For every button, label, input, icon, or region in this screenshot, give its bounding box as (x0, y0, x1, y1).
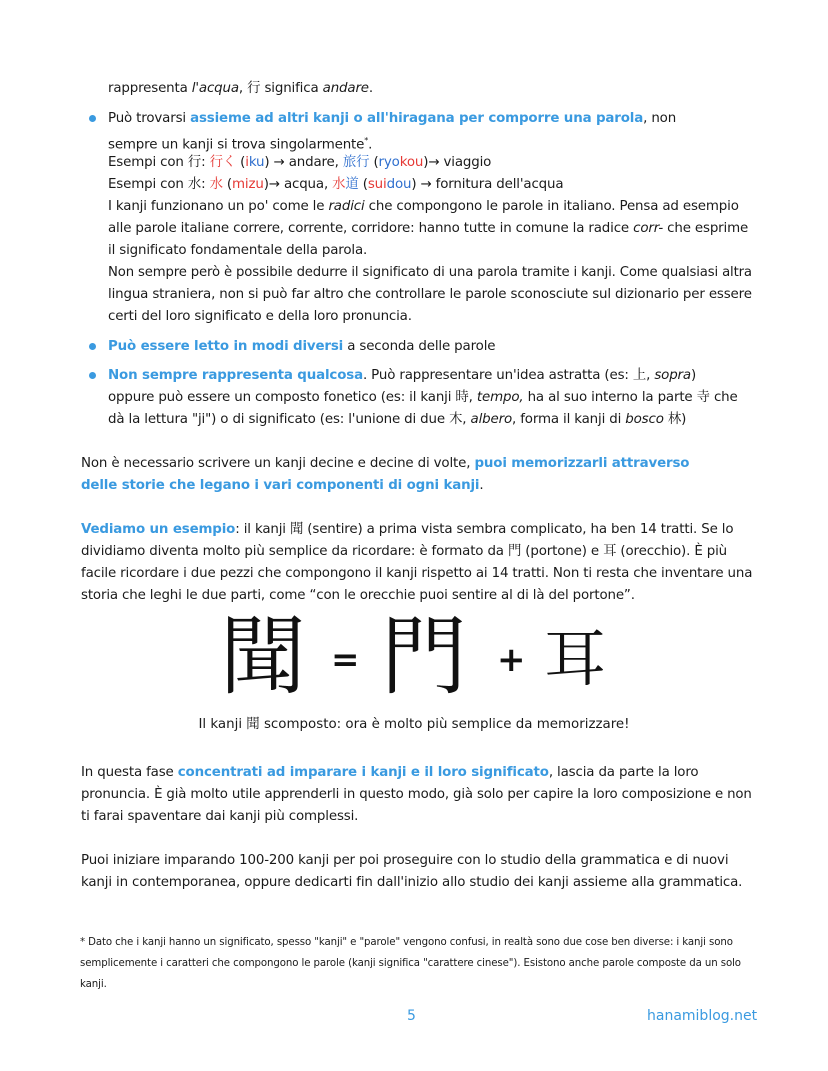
bullet3-line2: oppure può essere un composto fonetico (es: il kanji 時, tempo, ha al suo interno la parte 寺 che (108, 390, 738, 405)
equals-sign: = (331, 640, 360, 680)
bullet1-example-mizu: Esempi con 水: 水 (mizu)→ acqua, 水道 (suidou) → fornitura dell'acqua (108, 177, 564, 192)
intro-line: rappresenta l'acqua, 行 significa andare. (108, 81, 373, 96)
para2-line1: Vediamo un esempio: il kanji 聞 (sentire) a prima vista sembra complicato, ha ben 14 tratti. Se lo (81, 522, 734, 537)
bullet1-line2: sempre un kanji si trova singolarmente*. (108, 136, 373, 153)
bullet-icon (89, 372, 96, 379)
para1-line2: delle storie che legano i vari componenti di ogni kanji. (81, 478, 484, 493)
footnote-line3: kanji. (80, 979, 107, 990)
bullet1-line1: Può trovarsi assieme ad altri kanji o all'hiragana per comporre una parola, non (108, 111, 677, 126)
bullet1-example-iku: Esempi con 行: 行く (iku) → andare, 旅行 (ryokou)→ viaggio (108, 155, 492, 170)
kanji-mimi-glyph: 耳 (544, 622, 607, 695)
para3-line1: In questa fase concentrati ad imparare i kanji e il loro significato, lascia da parte la loro (81, 765, 699, 780)
page-number: 5 (407, 1008, 416, 1024)
bullet3-line3: dà la lettura "ji") o di significato (es: l'unione di due 木, albero, forma il kanji di bosco 林) (108, 412, 687, 427)
bullet1-line6: alle parole italiane correre, corrente, corridore: hanno tutte in comune la radice corr- che esprime (108, 221, 749, 236)
bullet1-line10: certi del loro significato e della loro pronuncia. (108, 309, 412, 324)
para2-line3: facile ricordare i due pezzi che compongono il kanji rispetto ai 14 tratti. Non ti resta che inventare una (81, 566, 753, 581)
plus-sign: + (497, 640, 526, 680)
para3-line3: ti farai spaventare dai kanji più complessi. (81, 809, 359, 824)
para3-line2: pronuncia. È già molto utile apprenderli in questo modo, già solo per capire la loro composizione e non (81, 787, 752, 802)
para2-line2: dividiamo diventa molto più semplice da ricordare: è formato da 門 (portone) e 耳 (orecchio). È più (81, 544, 728, 559)
bullet1-line8: Non sempre però è possibile dedurre il significato di una parola tramite i kanji. Come qualsiasi altra (108, 265, 752, 280)
bullet2-line: Può essere letto in modi diversi a seconda delle parole (108, 339, 496, 354)
kanji-mon-glyph: 門 (381, 607, 467, 707)
para2-line4: storia che leghi le due parti, come “con le orecchie puoi sentire al di là del portone”. (81, 588, 635, 603)
footnote-line2: semplicemente i caratteri che compongono le parole (kanji significa "carattere cinese"). Esistono anche parole composte da un solo (80, 958, 741, 969)
kanji-kiku-glyph: 聞 (220, 607, 306, 707)
para4-line2: kanji in contemporanea, oppure dedicarti fin dall'inizio allo studio dei kanji assieme alla grammatica. (81, 875, 743, 890)
site-link[interactable]: hanamiblog.net (647, 1008, 758, 1024)
bullet1-line9: lingua straniera, non si può far altro che controllare le parole sconosciute sul dizionario per essere (108, 287, 752, 302)
bullet-icon (89, 115, 96, 122)
bullet3-line1: Non sempre rappresenta qualcosa. Può rappresentare un'idea astratta (es: 上, sopra) (108, 368, 697, 383)
para4-line1: Puoi iniziare imparando 100-200 kanji per poi proseguire con lo studio della grammatica e di nuovi (81, 853, 729, 868)
bullet-icon (89, 343, 96, 350)
footnote-line1: * Dato che i kanji hanno un significato, spesso "kanji" e "parole" vengono confusi, in realtà sono due cose ben diverse: i kanji sono (80, 937, 733, 948)
bullet1-line7: il significato fondamentale della parola. (108, 243, 368, 258)
para1-line1: Non è necessario scrivere un kanji decine e decine di volte, puoi memorizzarli attraverso (81, 456, 690, 471)
bullet1-line5: I kanji funzionano un po' come le radici che compongono le parole in italiano. Pensa ad esempio (108, 199, 739, 214)
figure-caption: Il kanji 聞 scomposto: ora è molto più semplice da memorizzare! (198, 717, 630, 732)
